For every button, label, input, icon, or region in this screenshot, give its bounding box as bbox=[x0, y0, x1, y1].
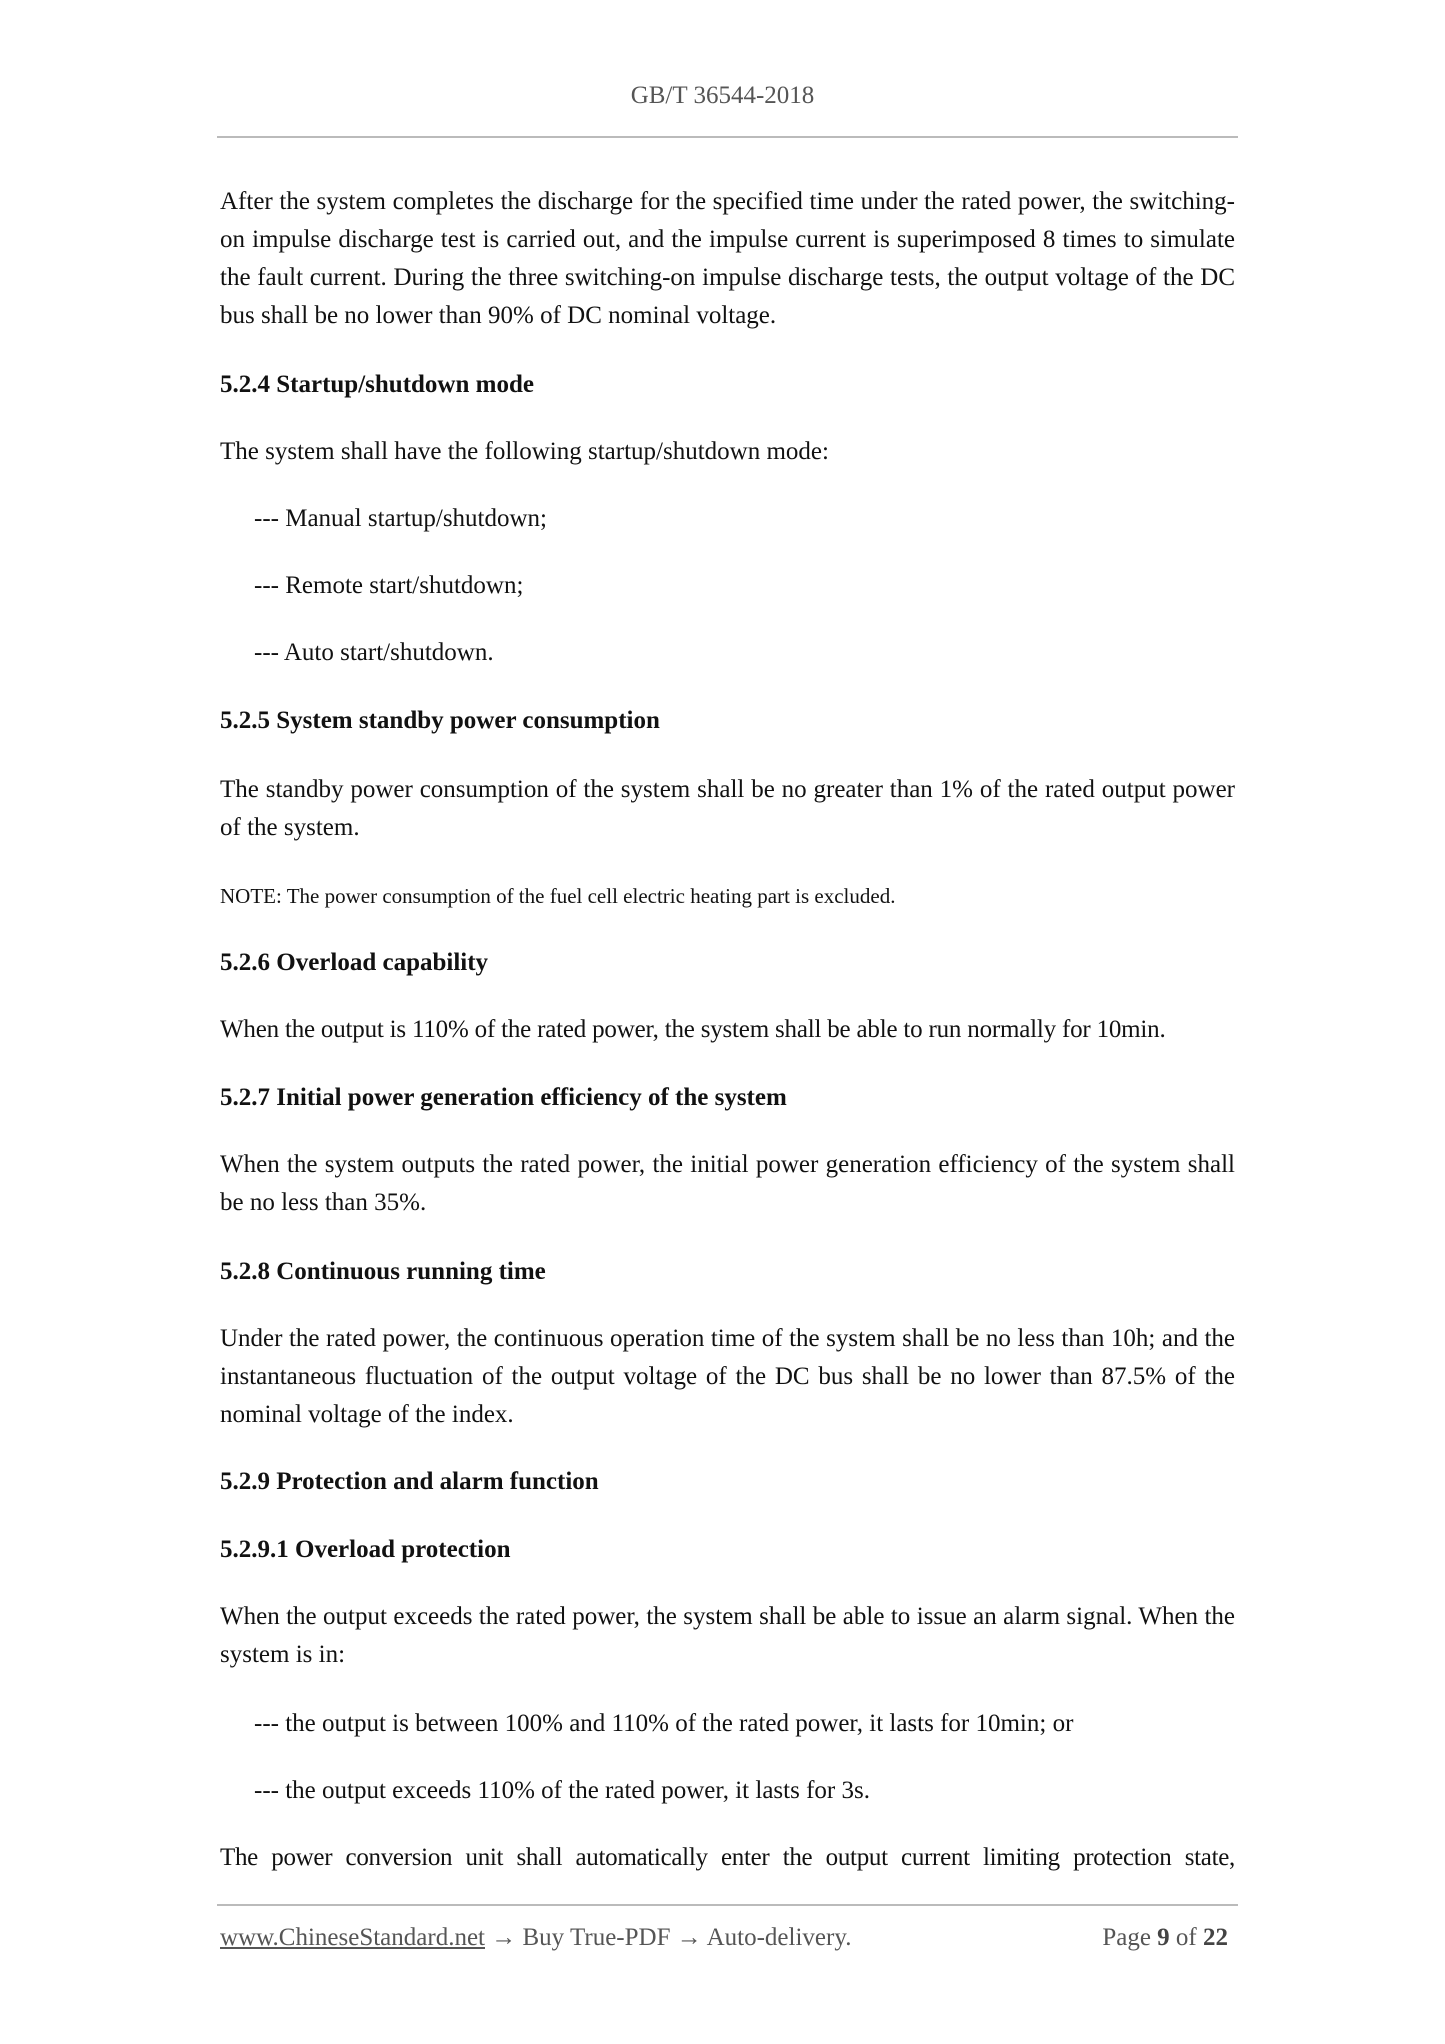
heading-5-2-4: 5.2.4 Startup/shutdown mode bbox=[220, 371, 534, 398]
note-5-2-5: NOTE: The power consumption of the fuel cell electric heating part is excluded. bbox=[220, 884, 896, 908]
footer-divider bbox=[217, 1904, 1238, 1906]
heading-5-2-9: 5.2.9 Protection and alarm function bbox=[220, 1468, 599, 1495]
list-item: --- Remote start/shutdown; bbox=[254, 572, 524, 599]
page-number: 9 bbox=[1157, 1924, 1170, 1951]
buy-text: Buy True-PDF bbox=[522, 1924, 671, 1951]
arrow-right-icon: → bbox=[491, 1924, 517, 1951]
paragraph-5-2-8: Under the rated power, the continuous operation time of the system shall be no less than 10h; and the instantaneous fluctuation of the output voltage of the DC bus shall be no lower than 87.5% of the nominal voltage of the index. bbox=[220, 1325, 1235, 1428]
paragraph-5-2-7: When the system outputs the rated power, the initial power generation efficiency of the system shall be no less than 35%. bbox=[220, 1151, 1235, 1216]
heading-5-2-9-1: 5.2.9.1 Overload protection bbox=[220, 1536, 511, 1563]
footer-promo bbox=[220, 1924, 851, 1952]
page-label: Page bbox=[1102, 1924, 1151, 1951]
list-item: --- Auto start/shutdown. bbox=[254, 639, 494, 666]
heading-5-2-7: 5.2.7 Initial power generation efficiency of the system bbox=[220, 1084, 787, 1111]
page-total: 22 bbox=[1203, 1924, 1228, 1951]
list-item: --- the output is between 100% and 110% of the rated power, it lasts for 10min; or bbox=[254, 1710, 1074, 1737]
paragraph-continued: The power conversion unit shall automatically enter the output current limiting protection state, bbox=[220, 1844, 1235, 1871]
heading-5-2-5: 5.2.5 System standby power consumption bbox=[220, 707, 660, 734]
arrow-right-icon: → bbox=[676, 1924, 702, 1951]
of-label: of bbox=[1175, 1924, 1197, 1951]
page-indicator bbox=[1102, 1924, 1228, 1952]
heading-5-2-8: 5.2.8 Continuous running time bbox=[220, 1258, 546, 1285]
footer bbox=[220, 1924, 1228, 1952]
delivery-text: Auto-delivery. bbox=[706, 1924, 852, 1951]
website-link[interactable]: www.ChineseStandard.net bbox=[220, 1924, 485, 1951]
paragraph-5-2-5: The standby power consumption of the system shall be no greater than 1% of the rated output power of the system. bbox=[220, 776, 1235, 841]
list-item: --- Manual startup/shutdown; bbox=[254, 505, 548, 532]
header-divider bbox=[217, 136, 1238, 138]
document-id-header: GB/T 36544-2018 bbox=[630, 82, 815, 109]
paragraph-5-2-9-1: When the output exceeds the rated power, the system shall be able to issue an alarm signal. When the system is in: bbox=[220, 1603, 1235, 1668]
paragraph-discharge-test: After the system completes the discharge for the specified time under the rated power, the switching-on impulse discharge test is carried out, and the impulse current is superimposed 8 times to simulate the fault current. During the three switching-on impulse discharge tests, the output voltage of the DC bus shall be no lower than 90% of DC nominal voltage. bbox=[220, 188, 1235, 329]
paragraph-5-2-4: The system shall have the following startup/shutdown mode: bbox=[220, 438, 829, 465]
paragraph-5-2-6: When the output is 110% of the rated power, the system shall be able to run normally for 10min. bbox=[220, 1016, 1166, 1043]
heading-5-2-6: 5.2.6 Overload capability bbox=[220, 949, 489, 976]
list-item: --- the output exceeds 110% of the rated power, it lasts for 3s. bbox=[254, 1777, 870, 1804]
